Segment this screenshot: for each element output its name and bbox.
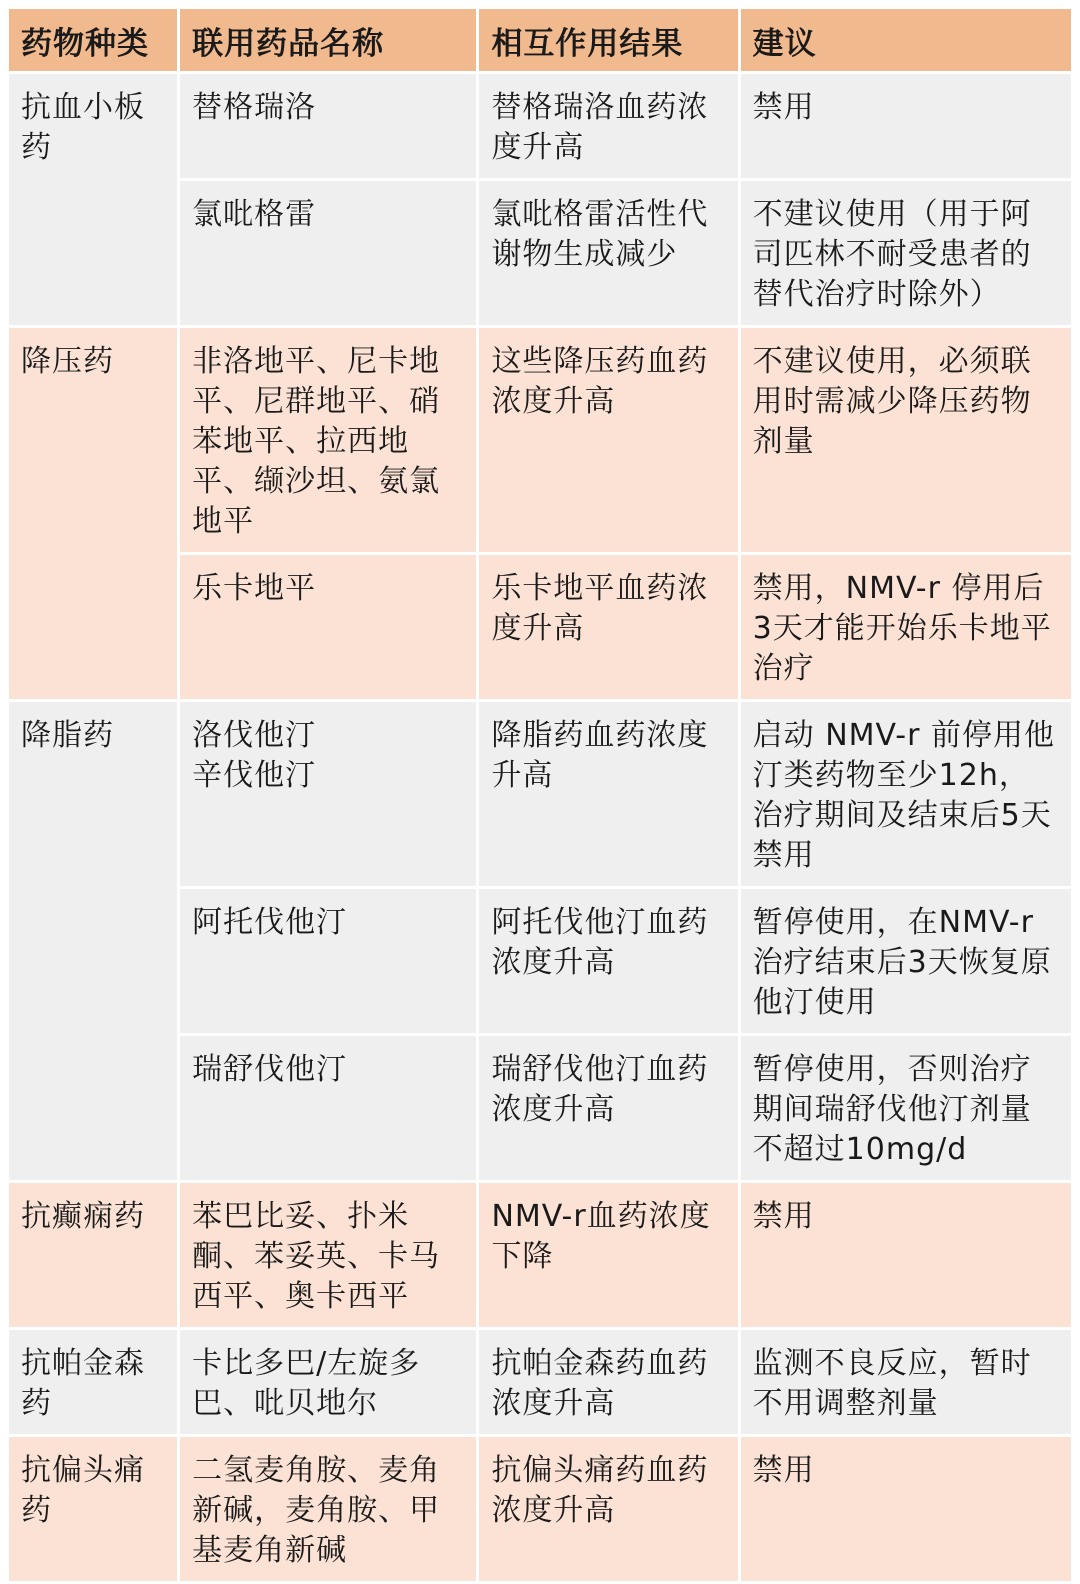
advice-cell: 启动 NMV-r 前停用他汀类药物至少12h，治疗期间及结束后5天禁用 [741,702,1071,886]
advice-cell: 监测不良反应，暂时不用调整剂量 [741,1330,1071,1434]
interaction-result-cell: 抗偏头痛药血药浓度升高 [479,1437,737,1581]
interaction-result-cell: 阿托伐他汀血药浓度升高 [479,889,737,1033]
header-advice: 建议 [741,9,1071,71]
advice-cell: 禁用 [741,1183,1071,1327]
advice-cell: 禁用 [741,74,1071,178]
interaction-result-cell: 抗帕金森药血药浓度升高 [479,1330,737,1434]
category-cell: 降脂药 [9,702,177,1180]
drug-names-cell: 卡比多巴/左旋多巴、吡贝地尔 [180,1330,476,1434]
table-body [9,74,1071,1581]
drug-names-cell: 非洛地平、尼卡地平、尼群地平、硝苯地平、拉西地平、缬沙坦、氨氯地平 [180,328,476,552]
advice-cell: 禁用，NMV-r 停用后3天才能开始乐卡地平治疗 [741,555,1071,699]
header-row [9,9,1071,71]
table-row [9,328,1071,552]
drug-names-cell: 乐卡地平 [180,555,476,699]
drug-names-cell: 瑞舒伐他汀 [180,1036,476,1180]
drug-names-cell: 氯吡格雷 [180,181,476,325]
table-row [9,1330,1071,1434]
category-cell: 抗帕金森药 [9,1330,177,1434]
table-row [9,702,1071,886]
drug-names-cell: 洛伐他汀 辛伐他汀 [180,702,476,886]
advice-cell: 禁用 [741,1437,1071,1581]
interaction-result-cell: 降脂药血药浓度升高 [479,702,737,886]
category-cell: 降压药 [9,328,177,699]
table-row [9,1437,1071,1581]
interaction-result-cell: 氯吡格雷活性代谢物生成减少 [479,181,737,325]
header-drug-names: 联用药品名称 [180,9,476,71]
category-cell: 抗偏头痛药 [9,1437,177,1581]
category-cell: 抗血小板药 [9,74,177,325]
drug-names-cell: 替格瑞洛 [180,74,476,178]
advice-cell: 暂停使用，否则治疗期间瑞舒伐他汀剂量不超过10mg/d [741,1036,1071,1180]
table-row [9,1183,1071,1327]
header-interaction-result: 相互作用结果 [479,9,737,71]
interaction-result-cell: 乐卡地平血药浓度升高 [479,555,737,699]
interaction-result-cell: 替格瑞洛血药浓度升高 [479,74,737,178]
drug-interaction-table [6,6,1074,1584]
advice-cell: 不建议使用（用于阿司匹林不耐受患者的替代治疗时除外） [741,181,1071,325]
advice-cell: 暂停使用，在NMV-r治疗结束后3天恢复原他汀使用 [741,889,1071,1033]
interaction-result-cell: NMV-r血药浓度下降 [479,1183,737,1327]
drug-names-cell: 苯巴比妥、扑米酮、苯妥英、卡马西平、奥卡西平 [180,1183,476,1327]
table-row [9,74,1071,178]
advice-cell: 不建议使用，必须联用时需减少降压药物剂量 [741,328,1071,552]
interaction-result-cell: 这些降压药血药浓度升高 [479,328,737,552]
drug-names-cell: 阿托伐他汀 [180,889,476,1033]
table-header [9,9,1071,71]
header-category: 药物种类 [9,9,177,71]
category-cell: 抗癫痫药 [9,1183,177,1327]
interaction-result-cell: 瑞舒伐他汀血药浓度升高 [479,1036,737,1180]
drug-names-cell: 二氢麦角胺、麦角新碱，麦角胺、甲基麦角新碱 [180,1437,476,1581]
